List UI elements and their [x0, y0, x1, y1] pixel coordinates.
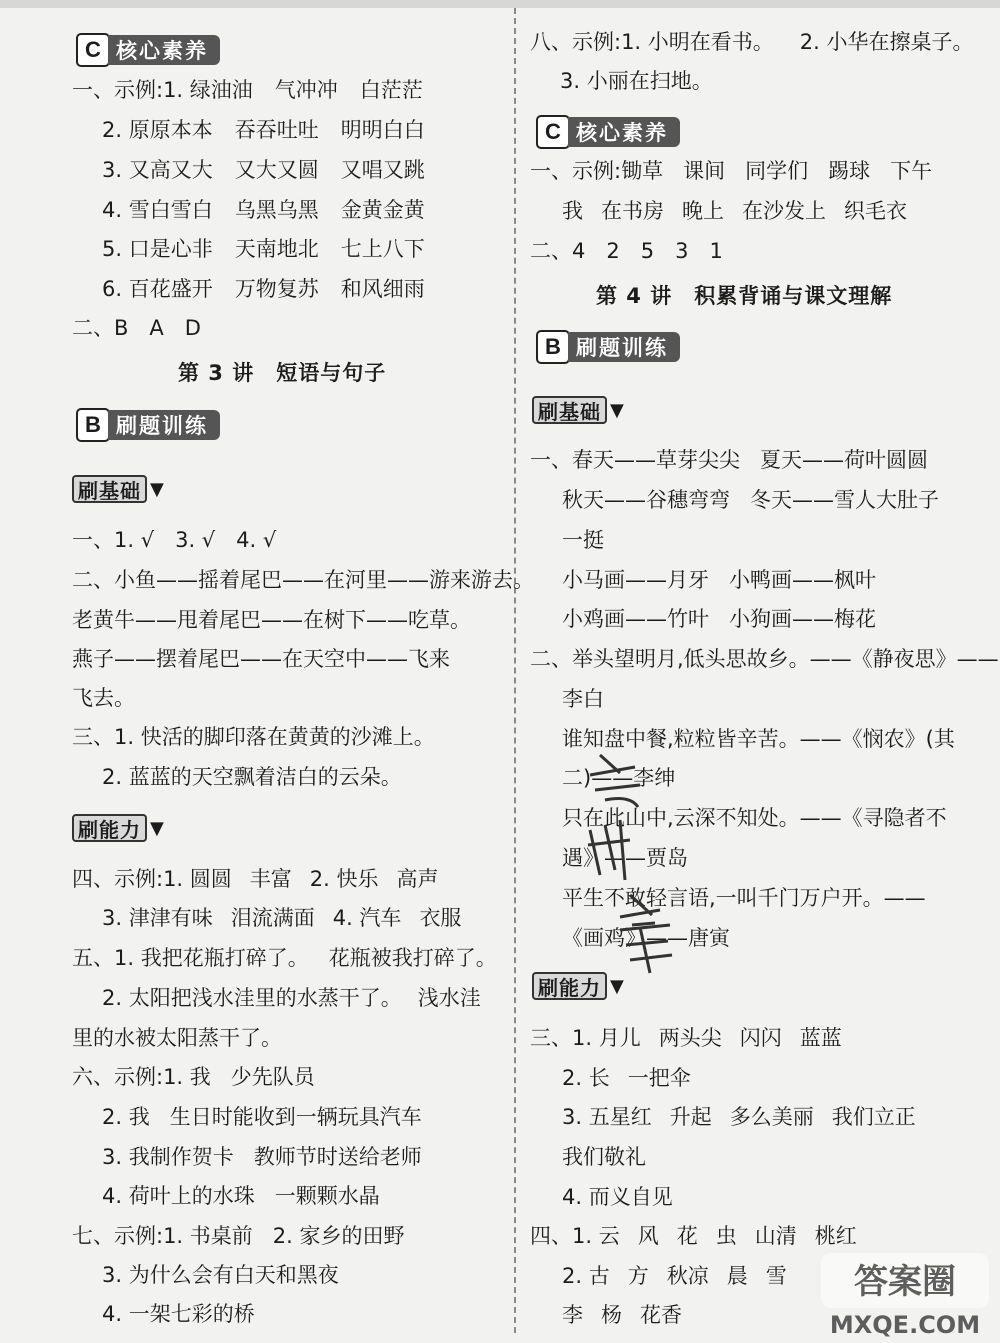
answer-line: 二、4 2 5 3 1 [530, 239, 723, 263]
answer-line: 6. 百花盛开 万物复苏 和风细雨 [102, 277, 425, 301]
answer-line: 六、示例:1. 我 少先队员 [72, 1065, 315, 1089]
watermark-logo [815, 1245, 995, 1340]
answer-line: 七、示例:1. 书桌前 2. 家乡的田野 [72, 1224, 405, 1248]
answer-line: 三、1. 月儿 两头尖 闪闪 蓝蓝 [530, 1026, 842, 1050]
lesson-heading: 第 4 讲 积累背诵与课文理解 [596, 284, 893, 308]
answer-line: 四、1. 云 风 花 虫 山清 桃红 [530, 1224, 857, 1248]
answer-line: 5. 口是心非 天南地北 七上八下 [102, 237, 425, 261]
subsection-ability [532, 972, 624, 1000]
answer-line: 2. 长 一把伞 [562, 1066, 691, 1090]
answer-line: 4. 一架七彩的桥 [102, 1302, 255, 1326]
answer-line: 老黄牛——甩着尾巴——在树下——吃草。 [72, 608, 471, 632]
answer-line: 燕子——摆着尾巴——在天空中——飞来 [72, 647, 450, 671]
section-header-c [536, 115, 680, 149]
answer-line: 3. 我制作贺卡 教师节时送给老师 [102, 1145, 422, 1169]
answer-line: 李白 [562, 687, 604, 711]
answer-line: 三、1. 快活的脚印落在黄黄的沙滩上。 [72, 725, 435, 749]
section-letter: C [76, 33, 110, 67]
section-header-b [536, 330, 680, 364]
section-header-c [76, 33, 220, 67]
subsection-label: 刷基础 [72, 475, 147, 503]
answer-line: 五、1. 我把花瓶打碎了。 花瓶被我打碎了。 [72, 946, 497, 970]
section-letter: B [76, 408, 110, 442]
subsection-label: 刷能力 [72, 814, 147, 842]
subsection-label: 刷基础 [532, 396, 607, 424]
lesson-heading: 第 3 讲 短语与句子 [178, 361, 387, 385]
answer-line: 小鸡画——竹叶 小狗画——梅花 [562, 607, 876, 631]
triangle-down-icon: ▼ [610, 399, 624, 421]
answer-line: 4. 而义自见 [562, 1185, 673, 1209]
answer-line: 里的水被太阳蒸干了。 [72, 1026, 282, 1050]
answer-line: 一、1. √ 3. √ 4. √ [72, 528, 277, 552]
answer-line: 3. 又高又大 又大又圆 又唱又跳 [102, 158, 425, 182]
answer-line: 《画鸡》——唐寅 [562, 926, 730, 950]
handwriting-scribble [560, 745, 710, 975]
section-title: 刷题训练 [108, 410, 220, 440]
answer-line: 秋天——谷穗弯弯 冬天——雪人大肚子 [562, 488, 939, 512]
svg-text:答案圈: 答案圈 [854, 1262, 956, 1302]
answer-line: 飞去。 [72, 686, 135, 710]
answer-line: 谁知盘中餐,粒粒皆辛苦。——《悯农》(其 [562, 727, 955, 751]
section-header-b [76, 408, 220, 442]
answer-line: 平生不敢轻言语,一叫千门万户开。—— [562, 886, 926, 910]
section-title: 核心素养 [568, 117, 680, 147]
answer-line: 遇》——贾岛 [562, 846, 688, 870]
answer-line: 4. 荷叶上的水珠 一颗颗水晶 [102, 1184, 380, 1208]
answer-line: 4. 雪白雪白 乌黑乌黑 金黄金黄 [102, 198, 425, 222]
answer-line: 小马画——月牙 小鸭画——枫叶 [562, 568, 876, 592]
section-title: 刷题训练 [568, 332, 680, 362]
answer-line: 二、小鱼——摇着尾巴——在河里——游来游去。 [72, 568, 534, 592]
answer-line: 一、示例:锄草 课间 同学们 踢球 下午 [530, 159, 933, 183]
column-divider [514, 8, 516, 1333]
answer-line: 3. 五星红 升起 多么美丽 我们立正 [562, 1105, 916, 1129]
answer-line: 李 杨 花香 [562, 1303, 682, 1327]
subsection-ability [72, 814, 164, 842]
answer-line: 我 在书房 晚上 在沙发上 织毛衣 [562, 199, 907, 223]
answer-line: 二)——李绅 [562, 766, 676, 790]
answer-line: 我们敬礼 [562, 1145, 646, 1169]
triangle-down-icon: ▼ [150, 817, 164, 839]
answer-line: 一挺 [562, 528, 604, 552]
triangle-down-icon: ▼ [150, 478, 164, 500]
subsection-basic [72, 475, 164, 503]
answer-line: 2. 太阳把浅水洼里的水蒸干了。 浅水洼 [102, 986, 481, 1010]
svg-text:MXQE.COM: MXQE.COM [829, 1311, 981, 1339]
answer-line: 一、春天——草芽尖尖 夏天——荷叶圆圆 [530, 448, 928, 472]
top-edge [0, 0, 1000, 8]
section-letter: B [536, 330, 570, 364]
answer-line: 二、B A D [72, 316, 201, 340]
answer-line: 只在此山中,云深不知处。——《寻隐者不 [562, 806, 947, 830]
section-letter: C [536, 115, 570, 149]
subsection-basic [532, 396, 624, 424]
section-title: 核心素养 [108, 35, 220, 65]
answer-line: 一、示例:1. 绿油油 气冲冲 白茫茫 [72, 78, 423, 102]
subsection-label: 刷能力 [532, 972, 607, 1000]
answer-line: 2. 蓝蓝的天空飘着洁白的云朵。 [102, 765, 402, 789]
answer-line: 2. 原原本本 吞吞吐吐 明明白白 [102, 118, 425, 142]
triangle-down-icon: ▼ [610, 975, 624, 997]
answer-line: 2. 古 方 秋凉 晨 雪 [562, 1264, 787, 1288]
answer-line: 2. 我 生日时能收到一辆玩具汽车 [102, 1105, 422, 1129]
answer-line: 二、举头望明月,低头思故乡。——《静夜思》—— [530, 647, 999, 671]
answer-line: 3. 为什么会有白天和黑夜 [102, 1263, 339, 1287]
answer-line: 3. 小丽在扫地。 [560, 69, 713, 93]
answer-line: 3. 津津有味 泪流满面 4. 汽车 衣服 [102, 906, 462, 930]
answer-line: 四、示例:1. 圆圆 丰富 2. 快乐 高声 [72, 867, 439, 891]
answer-line: 八、示例:1. 小明在看书。 2. 小华在擦桌子。 [530, 30, 974, 54]
